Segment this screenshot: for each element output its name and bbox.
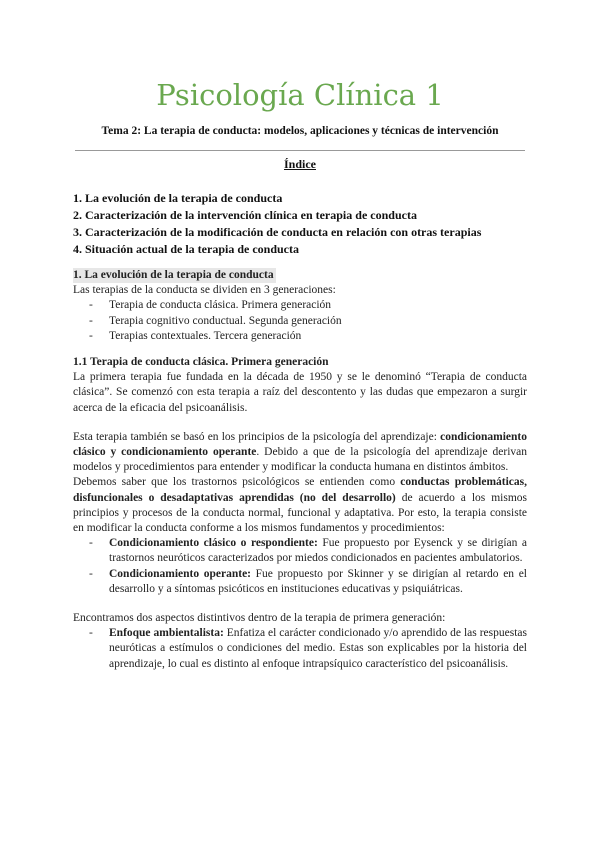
toc-item: 1. La evolución de la terapia de conducta <box>73 191 283 205</box>
document-title: Psicología Clínica 1 <box>156 78 444 112</box>
paragraph: Encontramos dos aspectos distintivos dentro de la terapia de primera generación: <box>73 612 446 625</box>
list-item: - Condicionamiento operante: Fue propuesto por Skinner y se dirigían al retardo en el desarrollo y a síntomas psicóticos en instituciones educativas y psiquiátricas. <box>89 567 527 595</box>
list-item: - Terapias contextuales. Tercera generación <box>89 329 302 342</box>
toc-item: 2. Caracterización de la intervención clínica en terapia de conducta <box>73 208 417 222</box>
index-heading: Índice <box>283 157 316 171</box>
list-item: - Enfoque ambientalista: Enfatiza el carácter condicionado y/o aprendido de las respuestas neuróticas a estímulos o condiciones del medio. Estas son explicables por la historia del aprendizaje, lo cual es distinto al enfoque intrapsíquico característico del psicoanálisis. <box>89 627 527 670</box>
subsection-heading: 1.1 Terapia de conducta clásica. Primera generación <box>73 356 329 369</box>
document-subtitle: Tema 2: La terapia de conducta: modelos, aplicaciones y técnicas de intervención <box>101 125 499 137</box>
list-item: - Terapia cognitivo conductual. Segunda generación <box>89 314 342 327</box>
list-item: - Condicionamiento clásico o respondiente: Fue propuesto por Eysenck y se dirigían a trastornos neuróticos caracterizados por miedos condicionados en pacientes ambulatorios. <box>89 537 527 565</box>
paragraph: La primera terapia fue fundada en la década de 1950 y se le denominó “Terapia de conducta clásica”. Se comenzó con esta terapia a raíz del descontento y las dudas que empezaron a surgir acerca de la eficacia del psicoanálisis. <box>73 371 527 414</box>
toc-item: 4. Situación actual de la terapia de conducta <box>73 242 300 256</box>
document-body <box>73 268 527 672</box>
list-item: - Terapia de conducta clásica. Primera generación <box>89 299 332 312</box>
paragraph: Las terapias de la conducta se dividen en 3 generaciones: <box>73 284 336 297</box>
section-heading: 1. La evolución de la terapia de conducta <box>73 268 276 283</box>
generations-list <box>73 298 527 344</box>
table-of-contents <box>73 190 543 258</box>
paragraph: Debemos saber que los trastornos psicológicos se entienden como conductas problemáticas, disfuncionales o desadaptativas aprendidas (no del desarrollo) de acuerdo a los mismos principios y procesos de la conducta normal, funcional y adaptativa. Por esto, la terapia consiste en modificar la conducta conforme a los mismos fundamentos y procedimientos: <box>73 476 528 535</box>
divider <box>75 150 525 151</box>
toc-item: 3. Caracterización de la modificación de conducta en relación con otras terapias <box>73 225 482 239</box>
paragraph: Esta terapia también se basó en los principios de la psicología del aprendizaje: condicionamiento clásico y condicionamiento operante. Debido a que de la psicología del aprendizaje derivan modelos y procedimientos para entender y modificar la conducta humana en distintos ámbitos. <box>73 430 527 474</box>
conditioning-list <box>73 536 527 597</box>
aspects-list <box>73 626 527 672</box>
